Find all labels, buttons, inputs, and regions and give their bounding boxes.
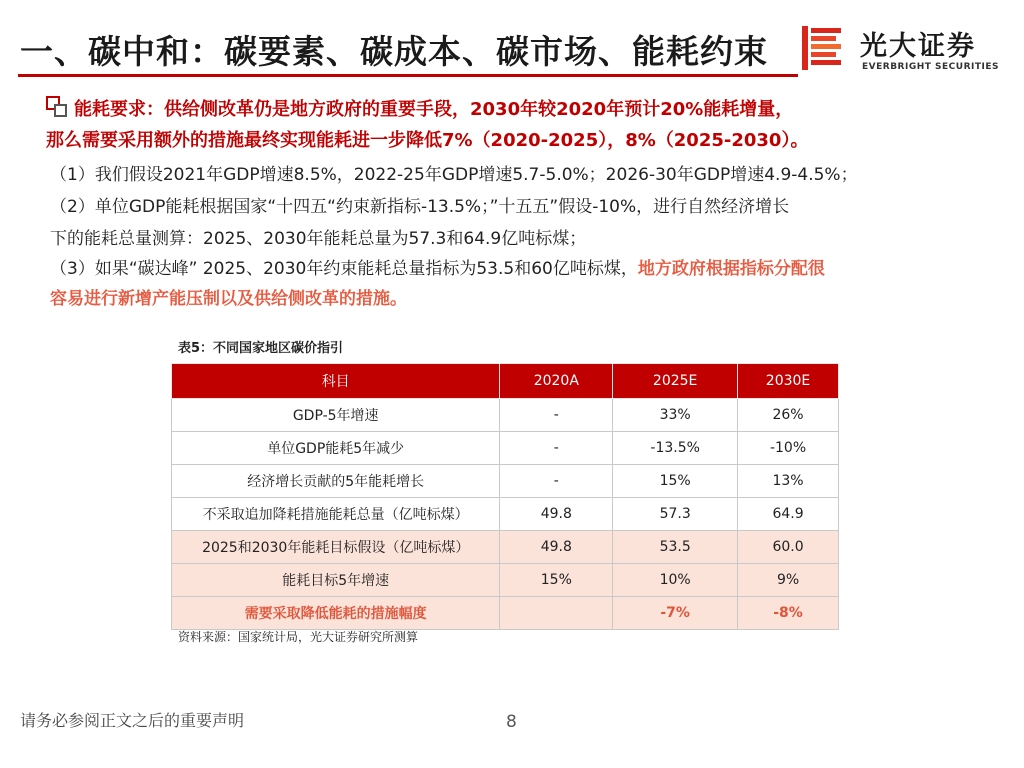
header-2025e: 2025E — [613, 364, 738, 399]
disclaimer-note: 请务必参阅正文之后的重要声明 — [20, 711, 245, 730]
bullet-text-line1: 能耗要求：供给侧改革仍是地方政府的重要手段，2030年较2020年预计20%能耗增量， — [74, 99, 794, 120]
table-caption: 表5：不同国家地区碳价指引 — [178, 341, 344, 356]
cell-2020a: 15% — [500, 564, 613, 597]
cell-2030e: 60.0 — [738, 531, 839, 564]
table-row — [172, 498, 839, 531]
item-3-highlight-cont: 容易进行新增产能压制以及供给侧改革的措施。 — [50, 289, 407, 309]
page-title: 一、碳中和：碳要素、碳成本、碳市场、能耗约束 — [20, 32, 768, 71]
item-3-highlight: 地方政府根据指标分配很 — [637, 259, 825, 279]
table-row — [172, 399, 839, 432]
logo-text-en: EVERBRIGHT SECURITIES — [862, 62, 999, 72]
cell-2030e: 64.9 — [738, 498, 839, 531]
table-row — [172, 465, 839, 498]
row-label: 能耗目标5年增速 — [172, 564, 500, 597]
cell-2030e: 9% — [738, 564, 839, 597]
item-3-text: （3）如果“碳达峰” 2025、2030年约束能耗总量指标为53.5和60亿吨标煤， — [50, 259, 638, 279]
page-number: 8 — [506, 712, 517, 732]
row-label: 单位GDP能耗5年减少 — [172, 432, 500, 465]
assumption-item-3-line2 — [50, 284, 407, 309]
assumption-item-1: （1）我们假设2021年GDP增速8.5%，2022-25年GDP增速5.7-5.0%；2026-30年GDP增速4.9-4.5%； — [50, 165, 858, 185]
cell-2025e: -7% — [613, 597, 738, 630]
cell-2025e: -13.5% — [613, 432, 738, 465]
cell-2030e: 13% — [738, 465, 839, 498]
header-2030e: 2030E — [738, 364, 839, 399]
cell-2030e: -8% — [738, 597, 839, 630]
table-row — [172, 597, 839, 630]
cell-2020a: 49.8 — [500, 531, 613, 564]
cell-2025e: 10% — [613, 564, 738, 597]
assumption-item-3-line1 — [50, 254, 825, 279]
cell-2025e: 15% — [613, 465, 738, 498]
row-label: 不采取追加降耗措施能耗总量（亿吨标煤） — [172, 498, 500, 531]
cell-2020a: 49.8 — [500, 498, 613, 531]
assumption-item-2-line2: 下的能耗总量测算：2025、2030年能耗总量为57.3和64.9亿吨标煤； — [50, 229, 587, 249]
cell-2020a: - — [500, 399, 613, 432]
cell-2020a: - — [500, 432, 613, 465]
row-label: 需要采取降低能耗的措施幅度 — [172, 597, 500, 630]
company-logo — [800, 22, 1010, 78]
title-divider — [18, 74, 798, 77]
header-2020a: 2020A — [500, 364, 613, 399]
cell-2025e: 53.5 — [613, 531, 738, 564]
cell-2020a: - — [500, 465, 613, 498]
row-label: GDP-5年增速 — [172, 399, 500, 432]
table-header-row — [172, 364, 839, 399]
cell-2030e: -10% — [738, 432, 839, 465]
assumption-item-2-line1: （2）单位GDP能耗根据国家“十四五“约束新指标-13.5%；”十五五”假设-10%，进行自然经济增长 — [50, 197, 790, 217]
table-row — [172, 531, 839, 564]
bullet-text-line2: 那么需要采用额外的措施最终实现能耗进一步降低7%（2020-2025），8%（2025-2030）。 — [46, 130, 809, 151]
logo-text-cn: 光大证券 — [860, 31, 976, 62]
carbon-energy-table — [171, 363, 839, 630]
cell-2025e: 33% — [613, 399, 738, 432]
table-source: 资料来源：国家统计局，光大证券研究所测算 — [178, 630, 419, 644]
header-subject: 科目 — [172, 364, 500, 399]
row-label: 2025和2030年能耗目标假设（亿吨标煤） — [172, 531, 500, 564]
everbright-logo-icon — [800, 24, 844, 72]
bullet-square-icon — [46, 96, 60, 110]
table-row — [172, 564, 839, 597]
cell-2025e: 57.3 — [613, 498, 738, 531]
table-row — [172, 432, 839, 465]
cell-2020a — [500, 597, 613, 630]
row-label: 经济增长贡献的5年能耗增长 — [172, 465, 500, 498]
cell-2030e: 26% — [738, 399, 839, 432]
